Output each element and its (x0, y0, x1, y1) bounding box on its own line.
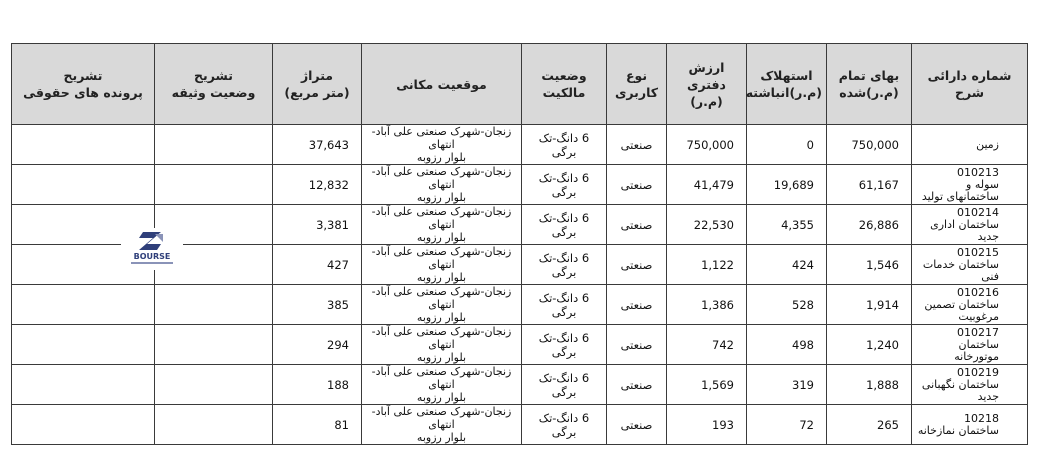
cell-usage: صنعتی (607, 205, 667, 245)
cell-book-value: 742 (667, 325, 747, 365)
cell-book-value: 22,530 (667, 205, 747, 245)
cell-ownership: 6 دانگ-تک برگی (522, 325, 607, 365)
header-area: متراژ (متر مربع) (273, 44, 362, 125)
cell-cost: 750,000 (827, 125, 912, 165)
location-line-2: بلوار رزوبه (416, 231, 467, 244)
table-header-row (12, 44, 1028, 125)
cell-depreciation: 0 (747, 125, 827, 165)
cell-mortgage (155, 285, 273, 325)
cell-area: 12,832 (273, 165, 362, 205)
header-asset: شماره دارائی شرح (912, 44, 1028, 125)
cell-location (362, 405, 522, 445)
cell-area: 385 (273, 285, 362, 325)
location-line-1: زنجان-شهرک صنعتی علی آباد-انتهای (371, 205, 512, 231)
cell-area: 294 (273, 325, 362, 365)
table-row (12, 125, 1028, 165)
cell-area: 188 (273, 365, 362, 405)
cell-depreciation: 498 (747, 325, 827, 365)
logo-text: BOURSE (133, 252, 171, 261)
cell-mortgage (155, 325, 273, 365)
location-line-1: زنجان-شهرک صنعتی علی آباد-انتهای (371, 165, 512, 191)
cell-mortgage (155, 365, 273, 405)
cell-location (362, 325, 522, 365)
location-line-2: بلوار رزوبه (416, 391, 467, 404)
cell-usage: صنعتی (607, 245, 667, 285)
cell-cost: 1,546 (827, 245, 912, 285)
cell-cost: 61,167 (827, 165, 912, 205)
cell-depreciation: 528 (747, 285, 827, 325)
header-location: موقعیت مکانی (362, 44, 522, 125)
location-line-1: زنجان-شهرک صنعتی علی آباد-انتهای (371, 245, 512, 271)
cell-usage: صنعتی (607, 325, 667, 365)
header-book-value: ارزش دفتری (م.ر) (667, 44, 747, 125)
table-row (12, 405, 1028, 445)
cell-depreciation: 4,355 (747, 205, 827, 245)
cell-location (362, 125, 522, 165)
cell-book-value: 1,386 (667, 285, 747, 325)
cell-mortgage (155, 125, 273, 165)
cell-asset (912, 165, 1028, 205)
cell-cost: 1,240 (827, 325, 912, 365)
asset-code: 10218 (964, 411, 999, 425)
cell-usage: صنعتی (607, 405, 667, 445)
location-line-2: بلوار رزوبه (416, 311, 467, 324)
cell-legal (12, 165, 155, 205)
cell-book-value: 41,479 (667, 165, 747, 205)
asset-description: ساختمان نگهبانی جدید (921, 377, 999, 403)
header-cost: بهای تمام (م.ر)شده (827, 44, 912, 125)
cell-mortgage (155, 405, 273, 445)
cell-book-value: 750,000 (667, 125, 747, 165)
cell-usage: صنعتی (607, 165, 667, 205)
cell-ownership: 6 دانگ-تک برگی (522, 245, 607, 285)
cell-asset (912, 325, 1028, 365)
asset-code: 010217 (957, 325, 999, 339)
cell-cost: 26,886 (827, 205, 912, 245)
location-line-1: زنجان-شهرک صنعتی علی آباد-انتهای (371, 405, 512, 431)
cell-depreciation: 424 (747, 245, 827, 285)
cell-cost: 1,888 (827, 365, 912, 405)
location-line-2: بلوار رزوبه (416, 271, 467, 284)
cell-ownership: 6 دانگ-تک برگی (522, 205, 607, 245)
bourse-logo (121, 228, 183, 270)
cell-ownership: 6 دانگ-تک برگی (522, 125, 607, 165)
cell-depreciation: 319 (747, 365, 827, 405)
asset-table-container (11, 43, 1027, 445)
cell-location (362, 205, 522, 245)
asset-description: ساختمان خدمات فنی (922, 257, 999, 283)
asset-description: زمین (976, 137, 999, 151)
location-line-1: زنجان-شهرک صنعتی علی آباد-انتهای (371, 365, 512, 391)
table-row (12, 365, 1028, 405)
cell-legal (12, 365, 155, 405)
cell-area: 81 (273, 405, 362, 445)
location-line-1: زنجان-شهرک صنعتی علی آباد-انتهای (371, 125, 512, 151)
table-row (12, 285, 1028, 325)
table-row (12, 325, 1028, 365)
cell-legal (12, 125, 155, 165)
header-ownership: وضعیت مالکیت (522, 44, 607, 125)
asset-code: 010219 (957, 365, 999, 379)
cell-mortgage (155, 165, 273, 205)
cell-legal (12, 325, 155, 365)
cell-legal (12, 405, 155, 445)
cell-legal (12, 285, 155, 325)
cell-area: 3,381 (273, 205, 362, 245)
cell-depreciation: 19,689 (747, 165, 827, 205)
asset-code: 010214 (957, 205, 999, 219)
asset-description: سوله و ساختمانهای تولید (921, 177, 999, 203)
cell-ownership: 6 دانگ-تک برگی (522, 285, 607, 325)
cell-asset (912, 205, 1028, 245)
cell-book-value: 193 (667, 405, 747, 445)
cell-asset (912, 285, 1028, 325)
cell-usage: صنعتی (607, 365, 667, 405)
asset-description: ساختمان تصمین مرغوبیت (924, 297, 999, 323)
cell-cost: 265 (827, 405, 912, 445)
header-mortgage: تشریح وضعیت وثیقه (155, 44, 273, 125)
cell-asset (912, 245, 1028, 285)
cell-ownership: 6 دانگ-تک برگی (522, 165, 607, 205)
asset-code: 010213 (957, 165, 999, 179)
asset-code: 010216 (957, 285, 999, 299)
table-row (12, 165, 1028, 205)
cell-ownership: 6 دانگ-تک برگی (522, 405, 607, 445)
asset-description: ساختمان موتورخانه (954, 337, 999, 363)
cell-area: 427 (273, 245, 362, 285)
cell-area: 37,643 (273, 125, 362, 165)
asset-description: ساختمان نمازخانه (917, 423, 999, 437)
location-line-1: زنجان-شهرک صنعتی علی آباد-انتهای (371, 325, 512, 351)
location-line-2: بلوار رزوبه (416, 191, 467, 204)
cell-location (362, 245, 522, 285)
logo-underline (131, 262, 173, 264)
asset-description: ساختمان اداری جدید (930, 217, 999, 243)
cell-book-value: 1,569 (667, 365, 747, 405)
cell-location (362, 365, 522, 405)
cell-asset (912, 365, 1028, 405)
asset-code: 010215 (957, 245, 999, 259)
header-depreciation: استهلاک (م.ر)انباشته (747, 44, 827, 125)
cell-location (362, 165, 522, 205)
header-usage: نوع کاربری (607, 44, 667, 125)
location-line-1: زنجان-شهرک صنعتی علی آباد-انتهای (371, 285, 512, 311)
cell-book-value: 1,122 (667, 245, 747, 285)
cell-ownership: 6 دانگ-تک برگی (522, 365, 607, 405)
location-line-2: بلوار رزوبه (416, 351, 467, 364)
cell-asset (912, 125, 1028, 165)
cell-asset (912, 405, 1028, 445)
cell-depreciation: 72 (747, 405, 827, 445)
header-legal: تشریح پرونده های حقوقی (12, 44, 155, 125)
location-line-2: بلوار رزوبه (416, 151, 467, 164)
location-line-2: بلوار رزوبه (416, 431, 467, 444)
cell-usage: صنعتی (607, 285, 667, 325)
cell-cost: 1,914 (827, 285, 912, 325)
cell-usage: صنعتی (607, 125, 667, 165)
cell-location (362, 285, 522, 325)
